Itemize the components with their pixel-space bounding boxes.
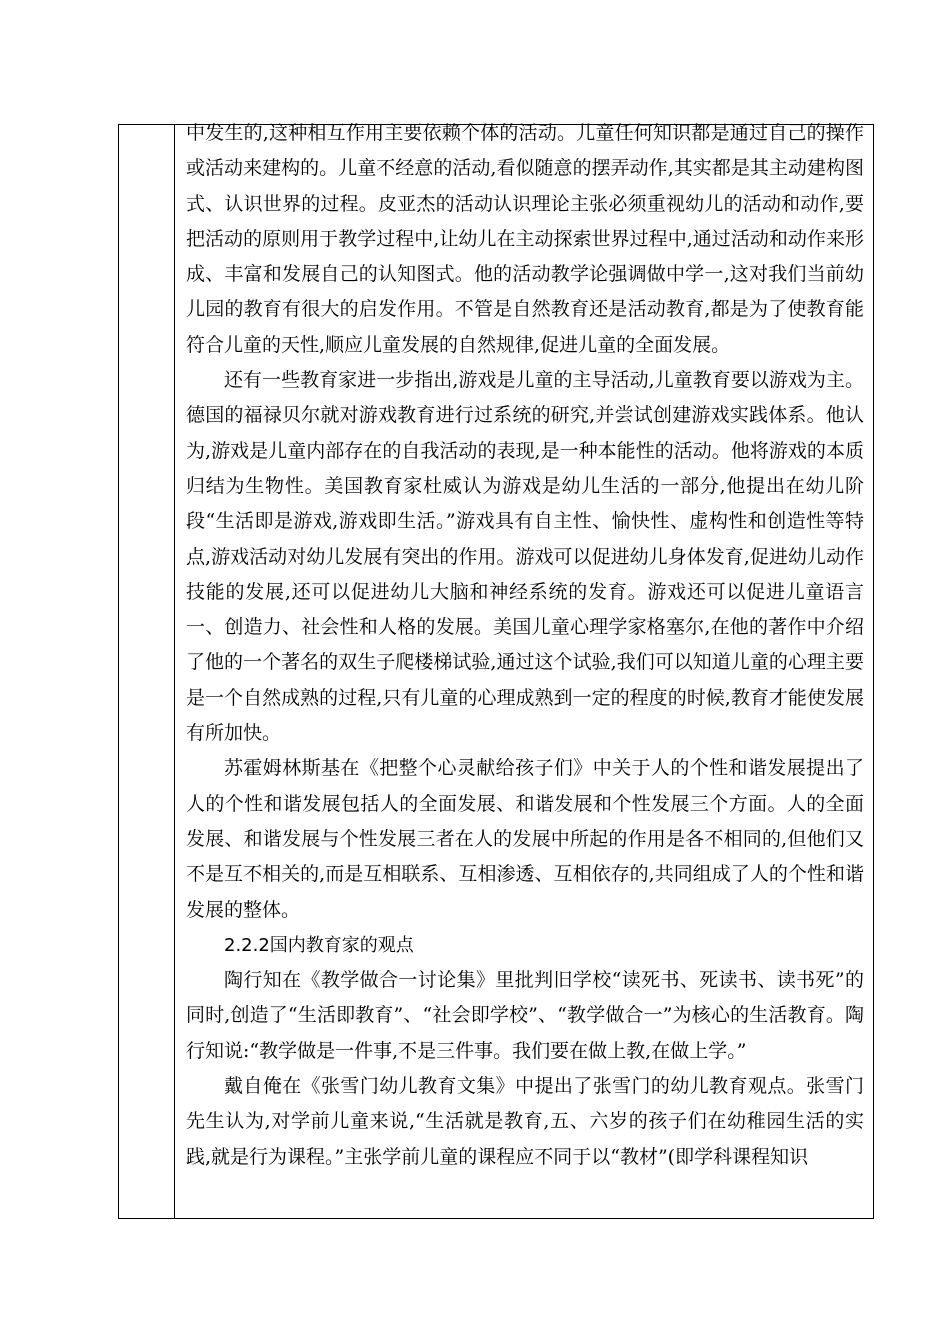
paragraph-2: 还有一些教育家进一步指出,游戏是儿童的主导活动,儿童教育要以游戏为主。德国的福禄贝尔就对游戏教育进行过系统的研究,并尝试创建游戏实践体系。他认为,游戏是儿童内部存在的自我活动的表现,是一种本能性的活动。他将游戏的本质归结为生物性。美国教育家杜威认为游戏是幼儿生活的一部分,他提出在幼儿阶段“生活即是游戏,游戏即生活。”游戏具有自主性、愉快性、虚构性和创造性等特点,游戏活动对幼儿发展有突出的作用。游戏可以促进幼儿身体发育,促进幼儿动作技能的发展,还可以促进幼儿大脑和神经系统的发育。游戏还可以促进儿童语言一、创造力、社会性和人格的发展。美国儿童心理学家格塞尔,在他的著作中介绍了他的一个著名的双生子爬楼梯试验,通过这个试验,我们可以知道儿童的心理主要是一个自然成熟的过程,只有儿童的心理成熟到一定的程度的时候,教育才能使发展有所加快。 <box>186 369 864 745</box>
paragraph-1: 中发生的,这种相互作用主要依赖个体的活动。儿童任何知识都是通过自己的操作或活动来建构的。儿童不经意的活动,看似随意的摆弄动作,其实都是其主动建构图式、认识世界的过程。皮亚杰的活动认识理论主张必须重视幼儿的活动和动作,要把活动的原则用于教学过程中,让幼儿在主动探索世界过程中,通过活动和动作来形成、丰富和发展自己的认知图式。他的活动教学论强调做中学一,这对我们当前幼儿园的教育有很大的启发作用。不管是自然教育还是活动教育,都是为了使教育能符合儿童的天性,顺应儿童发展的自然规律,促进儿童的全面发展。 <box>186 122 864 356</box>
table-column-divider <box>174 124 175 1219</box>
paragraph-5: 戴自俺在《张雪门幼儿教育文集》中提出了张雪门的幼儿教育观点。张雪门先生认为,对学前儿童来说,“生活就是教育,五、六岁的孩子们在幼稚园生活的实践,就是行为课程。”主张学前儿童的课程应不同于以“教材”(即学科课程知识 <box>186 1075 864 1168</box>
document-body <box>186 116 864 1175</box>
paragraph-3: 苏霍姆林斯基在《把整个心灵献给孩子们》中关于人的个性和谐发展提出了人的个性和谐发展包括人的全面发展、和谐发展和个性发展三个方面。人的全面发展、和谐发展与个性发展三者在人的发展中所起的作用是各不相同的,但他们又不是互不相关的,而是互相联系、互相渗透、互相依存的,共同组成了人的个性和谐发展的整体。 <box>186 757 864 921</box>
section-heading: 2.2.2国内教育家的观点 <box>224 934 414 956</box>
paragraph-4: 陶行知在《教学做合一讨论集》里批判旧学校“读死书、死读书、读书死”的同时,创造了“生活即教育”、“社会即学校”、“教学做合一”为核心的生活教育。陶行知说:“教学做是一件事,不是三件事。我们要在做上教,在做上学。” <box>186 969 864 1062</box>
